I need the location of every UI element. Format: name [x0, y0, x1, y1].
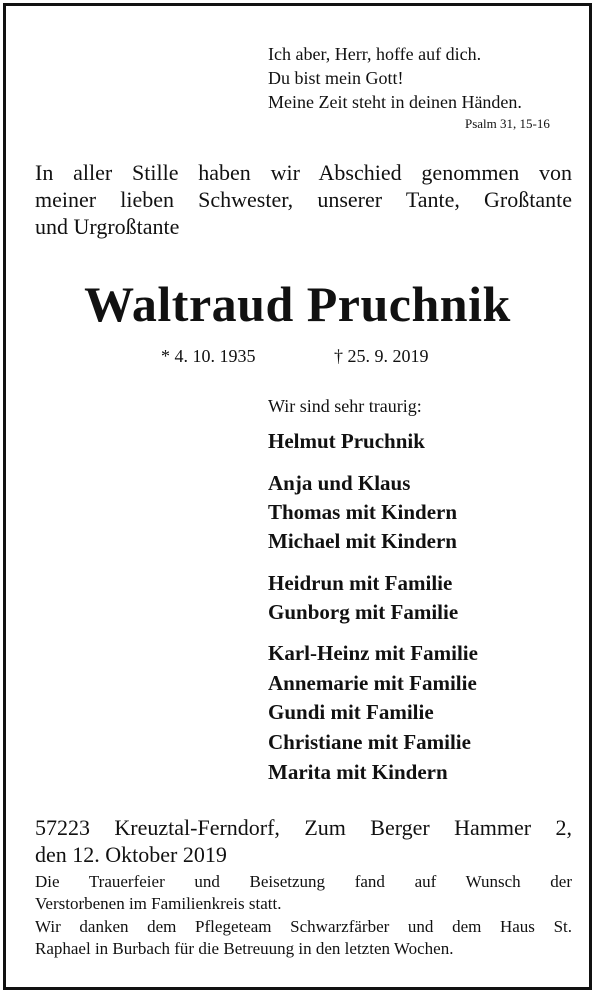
funeral-note-line-2: Verstorbenen im Familienkreis statt.	[35, 894, 282, 913]
mourner-name: Annemarie mit Familie	[268, 671, 477, 695]
thanks-note-line-1: Wir danken dem Pflegeteam Schwarzfärber und dem Haus St.	[35, 917, 572, 936]
verse-line-2: Du bist mein Gott!	[268, 68, 404, 88]
mourner-name: Gunborg mit Familie	[268, 600, 459, 624]
thanks-note	[35, 916, 572, 960]
mourners-intro: Wir sind sehr traurig:	[268, 396, 422, 416]
mourner-name: Helmut Pruchnik	[268, 429, 425, 453]
mourner-name: Marita mit Kindern	[268, 760, 448, 784]
intro-line-1: In aller Stille haben wir Abschied genommen von	[35, 160, 572, 185]
address-block	[35, 814, 572, 868]
obituary-frame	[3, 3, 592, 990]
obituary-content	[6, 6, 589, 987]
mourner-name: Thomas mit Kindern	[268, 500, 458, 524]
funeral-note-line-1: Die Trauerfeier und Beisetzung fand auf Wunsch der	[35, 872, 572, 891]
mourner-name: Karl-Heinz mit Familie	[268, 641, 478, 665]
deceased-name: Waltraud Pruchnik	[84, 276, 511, 332]
mourner-name: Anja und Klaus	[268, 471, 411, 495]
address-line-1: 57223 Kreuztal-Ferndorf, Zum Berger Hammer 2,	[35, 815, 572, 840]
verse-line-1: Ich aber, Herr, hoffe auf dich.	[268, 44, 482, 64]
intro-line-3: und Urgroßtante	[35, 214, 180, 239]
funeral-note	[35, 871, 572, 915]
mourner-name: Michael mit Kindern	[268, 529, 457, 553]
death-date: † 25. 9. 2019	[334, 346, 429, 366]
mourner-name: Christiane mit Familie	[268, 730, 471, 754]
intro-line-2: meiner lieben Schwester, unserer Tante, Großtante	[35, 187, 572, 212]
mourner-name: Heidrun mit Familie	[268, 571, 453, 595]
verse-line-3: Meine Zeit steht in deinen Händen.	[268, 92, 522, 112]
address-line-2: den 12. Oktober 2019	[35, 842, 227, 867]
verse-reference: Psalm 31, 15-16	[465, 116, 550, 131]
intro-text	[35, 159, 572, 240]
thanks-note-line-2: Raphael in Burbach für die Betreuung in den letzten Wochen.	[35, 939, 454, 958]
birth-date: * 4. 10. 1935	[161, 346, 256, 366]
mourner-name: Gundi mit Familie	[268, 700, 434, 724]
